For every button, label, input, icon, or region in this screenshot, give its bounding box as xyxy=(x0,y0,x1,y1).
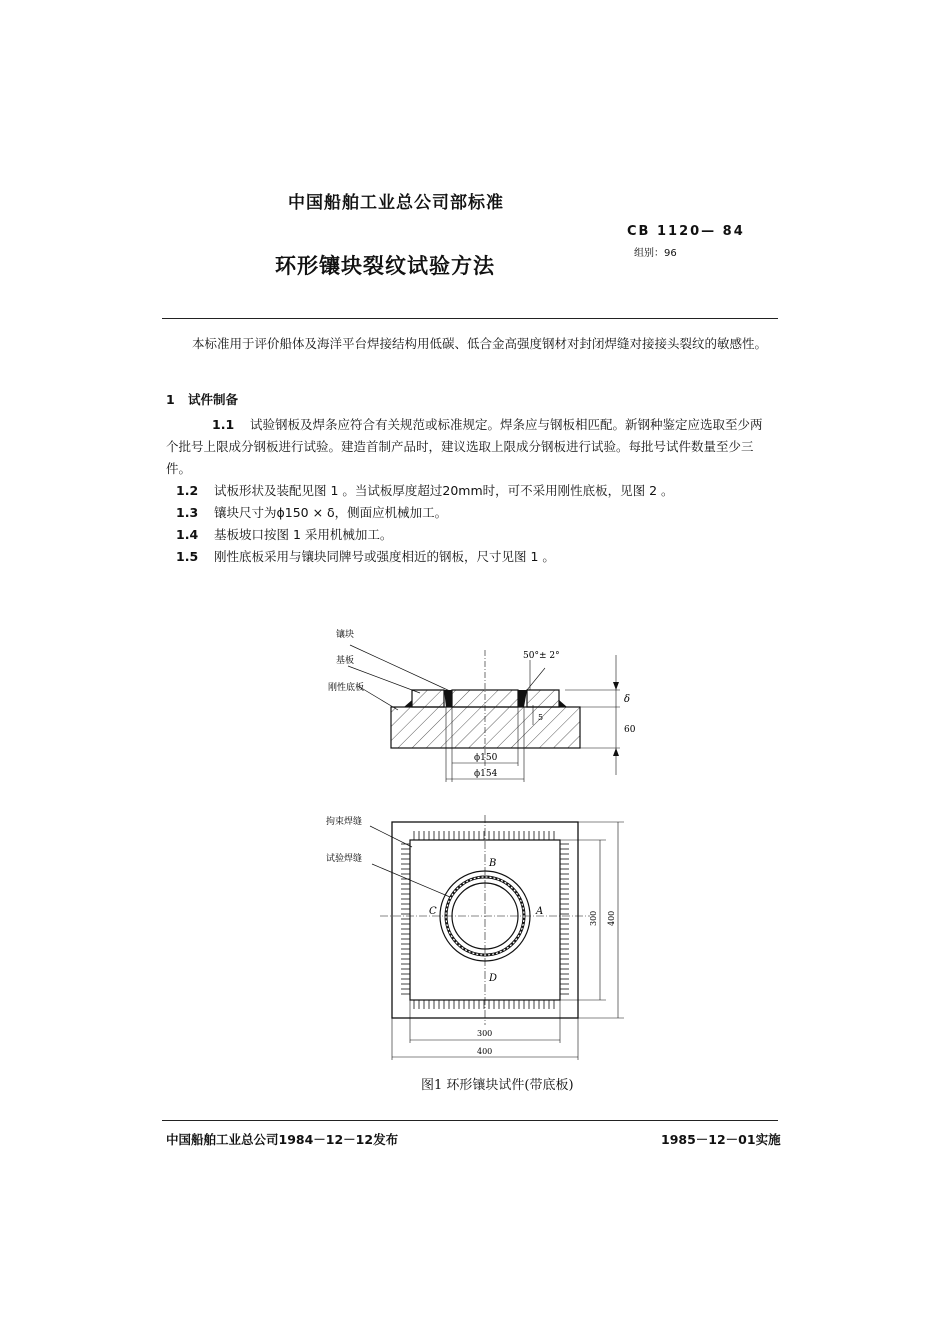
arrow-delta-top xyxy=(613,682,619,690)
clause-number: 1.3 xyxy=(176,505,199,520)
section-number: 1 xyxy=(166,392,175,407)
point-a: A xyxy=(536,906,544,917)
label-angle: 50°± 2° xyxy=(523,651,560,661)
leader-insert xyxy=(350,645,452,692)
cross-section-view xyxy=(328,628,636,782)
figure-caption: 图1 环形镶块试件(带底板) xyxy=(421,1078,574,1093)
label-400-vertical: 400 xyxy=(607,910,616,926)
point-d: D xyxy=(489,973,498,984)
leader-restraint-weld xyxy=(370,826,412,847)
clause-number: 1.1 xyxy=(212,417,235,432)
test-weld-right xyxy=(518,690,527,707)
intro-paragraph: 本标准用于评价船体及海洋平台焊接结构用低碳、低合金高强度钢材对封闭焊缝对接接头裂纹的敏感性。 xyxy=(192,336,768,351)
label-rigid-plate: 刚性底板 xyxy=(328,683,365,693)
footer-divider xyxy=(162,1120,778,1121)
page-title: 环形镶块裂纹试验方法 xyxy=(275,254,495,278)
label-delta: δ xyxy=(624,694,631,705)
label-phi154: ϕ154 xyxy=(474,769,498,779)
clause-number: 1.2 xyxy=(176,483,199,498)
base-plate-right xyxy=(527,690,559,707)
label-base: 基板 xyxy=(336,656,355,666)
effective-date: 1985－12－01实施 xyxy=(661,1132,781,1147)
restraint-weld-right xyxy=(559,700,567,707)
label-test-weld: 试验焊缝 xyxy=(326,854,363,864)
rigid-base-plate xyxy=(391,707,580,748)
clause-text: 镶块尺寸为ϕ150 × δ，侧面应机械加工。 xyxy=(214,505,448,520)
label-restraint-weld: 拘束焊缝 xyxy=(326,817,363,827)
clause-text: 试板形状及装配见图 1 。当试板厚度超过20mm时，可不采用刚性底板，见图 2 。 xyxy=(214,483,674,498)
issue-date: 中国船舶工业总公司1984－12－12发布 xyxy=(166,1132,399,1147)
test-weld-left xyxy=(444,690,452,707)
arrow-60-bottom xyxy=(613,748,619,756)
point-c: C xyxy=(429,906,437,917)
label-5: 5 xyxy=(538,713,544,722)
label-300-vertical: 300 xyxy=(589,910,598,926)
base-plate-left xyxy=(412,690,444,707)
label-400-horizontal: 400 xyxy=(477,1047,493,1056)
standard-group: 组别：96 xyxy=(634,248,677,259)
point-b: B xyxy=(489,858,497,869)
label-60: 60 xyxy=(624,725,636,735)
clause-number: 1.5 xyxy=(176,549,199,564)
clause-number: 1.4 xyxy=(176,527,199,542)
section-title: 试件制备 xyxy=(188,392,239,407)
label-insert: 镶块 xyxy=(336,630,355,640)
label-300-horizontal: 300 xyxy=(477,1029,493,1038)
plan-view xyxy=(326,815,624,1060)
clause-text: 刚性底板采用与镶块同牌号或强度相近的钢板，尺寸见图 1 。 xyxy=(214,549,555,564)
issuing-organization: 中国船舶工业总公司部标准 xyxy=(288,193,504,213)
clause-text: 基板坡口按图 1 采用机械加工。 xyxy=(214,527,393,542)
restraint-weld-left xyxy=(404,700,412,707)
standard-code: CB 1120— 84 xyxy=(627,224,745,239)
label-phi150: ϕ150 xyxy=(474,753,498,763)
clause-text: 试验钢板及焊条应符合有关规范或标准规定。焊条应与钢板相匹配。新钢种鉴定应选取至少两个批号上限成分钢板进行试验。建造首制产品时，建议选取上限成分钢板进行试验。每批号试件数量至少三件。 xyxy=(166,417,763,476)
leader-test-weld xyxy=(372,864,450,897)
